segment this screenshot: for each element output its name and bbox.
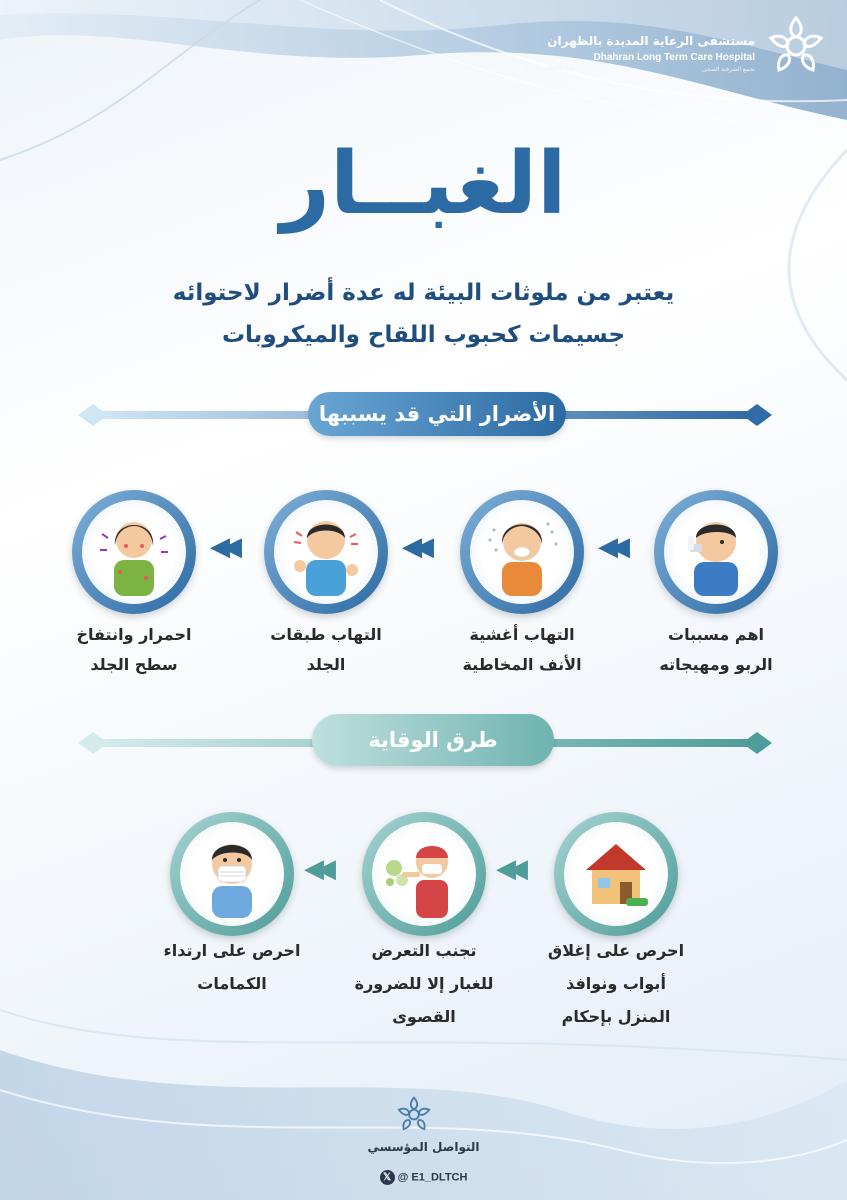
harm-label-2-line-2: الأنف المخاطية: [462, 655, 582, 674]
prevention-label-1-line-3: المنزل بإحكام: [561, 1007, 671, 1026]
harm-label-2: [442, 620, 602, 680]
itching-boy-icon: [274, 500, 378, 604]
chevron-left-icon: ◀◀: [304, 854, 328, 884]
harm-circle-4: [72, 490, 196, 614]
chevron-left-icon: ◀◀: [496, 854, 520, 884]
prevention-label-3-line-2: الكمامات: [197, 974, 267, 993]
prevention-label-3: [146, 934, 318, 1000]
chevron-left-icon: ◀◀: [402, 532, 426, 562]
hospital-name-en: Dhahran Long Term Care Hospital: [593, 52, 755, 63]
hospital-name: [525, 34, 755, 73]
hospital-name-ar: مستشفى الرعاية المديدة بالظهران: [547, 34, 755, 48]
harm-label-4: [54, 620, 214, 680]
prevention-heading: طرق الوقاية: [312, 714, 554, 766]
harm-label-4-line-1: احمرار وانتفاخ: [76, 625, 192, 644]
prevention-label-2-line-2: للغبار إلا للضرورة: [354, 974, 494, 993]
harm-label-3-line-2: الجلد: [306, 655, 346, 674]
harm-label-3-line-1: التهاب طبقات: [270, 625, 382, 644]
intro-line-1: يعتبر من ملوثات البيئة له عدة أضرار لاحتوائه: [172, 280, 675, 306]
prevention-label-2: [336, 934, 512, 1033]
harm-label-1: [636, 620, 796, 680]
footer-social[interactable]: [0, 1170, 847, 1185]
harm-label-1-line-1: اهم مسببات: [667, 625, 765, 644]
harm-label-3: [246, 620, 406, 680]
rash-girl-icon: [82, 500, 186, 604]
harms-heading: الأضرار التي قد يسببها: [308, 392, 566, 436]
prevention-label-3-line-1: احرص على ارتداء: [163, 941, 301, 960]
harm-label-4-line-2: سطح الجلد: [90, 655, 178, 674]
page-title: الغبــار: [280, 134, 567, 234]
social-handle[interactable]: @ E1_DLTCH: [397, 1171, 468, 1184]
cluster-ar: تجمع الشرقية الصحي: [701, 67, 755, 73]
harm-circle-1: [654, 490, 778, 614]
sneezing-girl-icon: [470, 500, 574, 604]
intro-line-2: جسيمات كحبوب اللقاح والميكروبات: [221, 322, 626, 348]
hospital-logo-small-icon: [394, 1094, 434, 1134]
prevention-label-1: [530, 934, 702, 1033]
harm-circle-3: [264, 490, 388, 614]
footer-label: التواصل المؤسسي: [367, 1140, 480, 1154]
inhaler-boy-icon: [664, 500, 768, 604]
harm-label-2-line-1: التهاب أغشية: [469, 625, 575, 644]
x-logo-icon: 𝕏: [380, 1170, 395, 1185]
dust-cleaning-woman-icon: [372, 822, 476, 926]
masked-boy-icon: [180, 822, 284, 926]
prevention-label-2-line-3: القصوى: [392, 1007, 456, 1026]
chevron-left-icon: ◀◀: [598, 532, 622, 562]
harm-circle-2: [460, 490, 584, 614]
hospital-logo-icon: [763, 12, 829, 96]
cluster-line: [525, 66, 755, 73]
house-icon: [564, 822, 668, 926]
harm-label-1-line-2: الربو ومهيجاته: [659, 655, 773, 674]
prevention-circle-1: [554, 812, 678, 936]
cluster-en: Eastern Health Cluster: [525, 66, 586, 72]
prevention-circle-3: [170, 812, 294, 936]
prevention-label-2-line-1: تجنب التعرض: [371, 941, 477, 960]
prevention-circle-2: [362, 812, 486, 936]
prevention-label-1-line-1: احرص على إغلاق: [547, 941, 685, 960]
chevron-left-icon: ◀◀: [210, 532, 234, 562]
prevention-label-1-line-2: أبواب ونوافذ: [566, 974, 666, 993]
